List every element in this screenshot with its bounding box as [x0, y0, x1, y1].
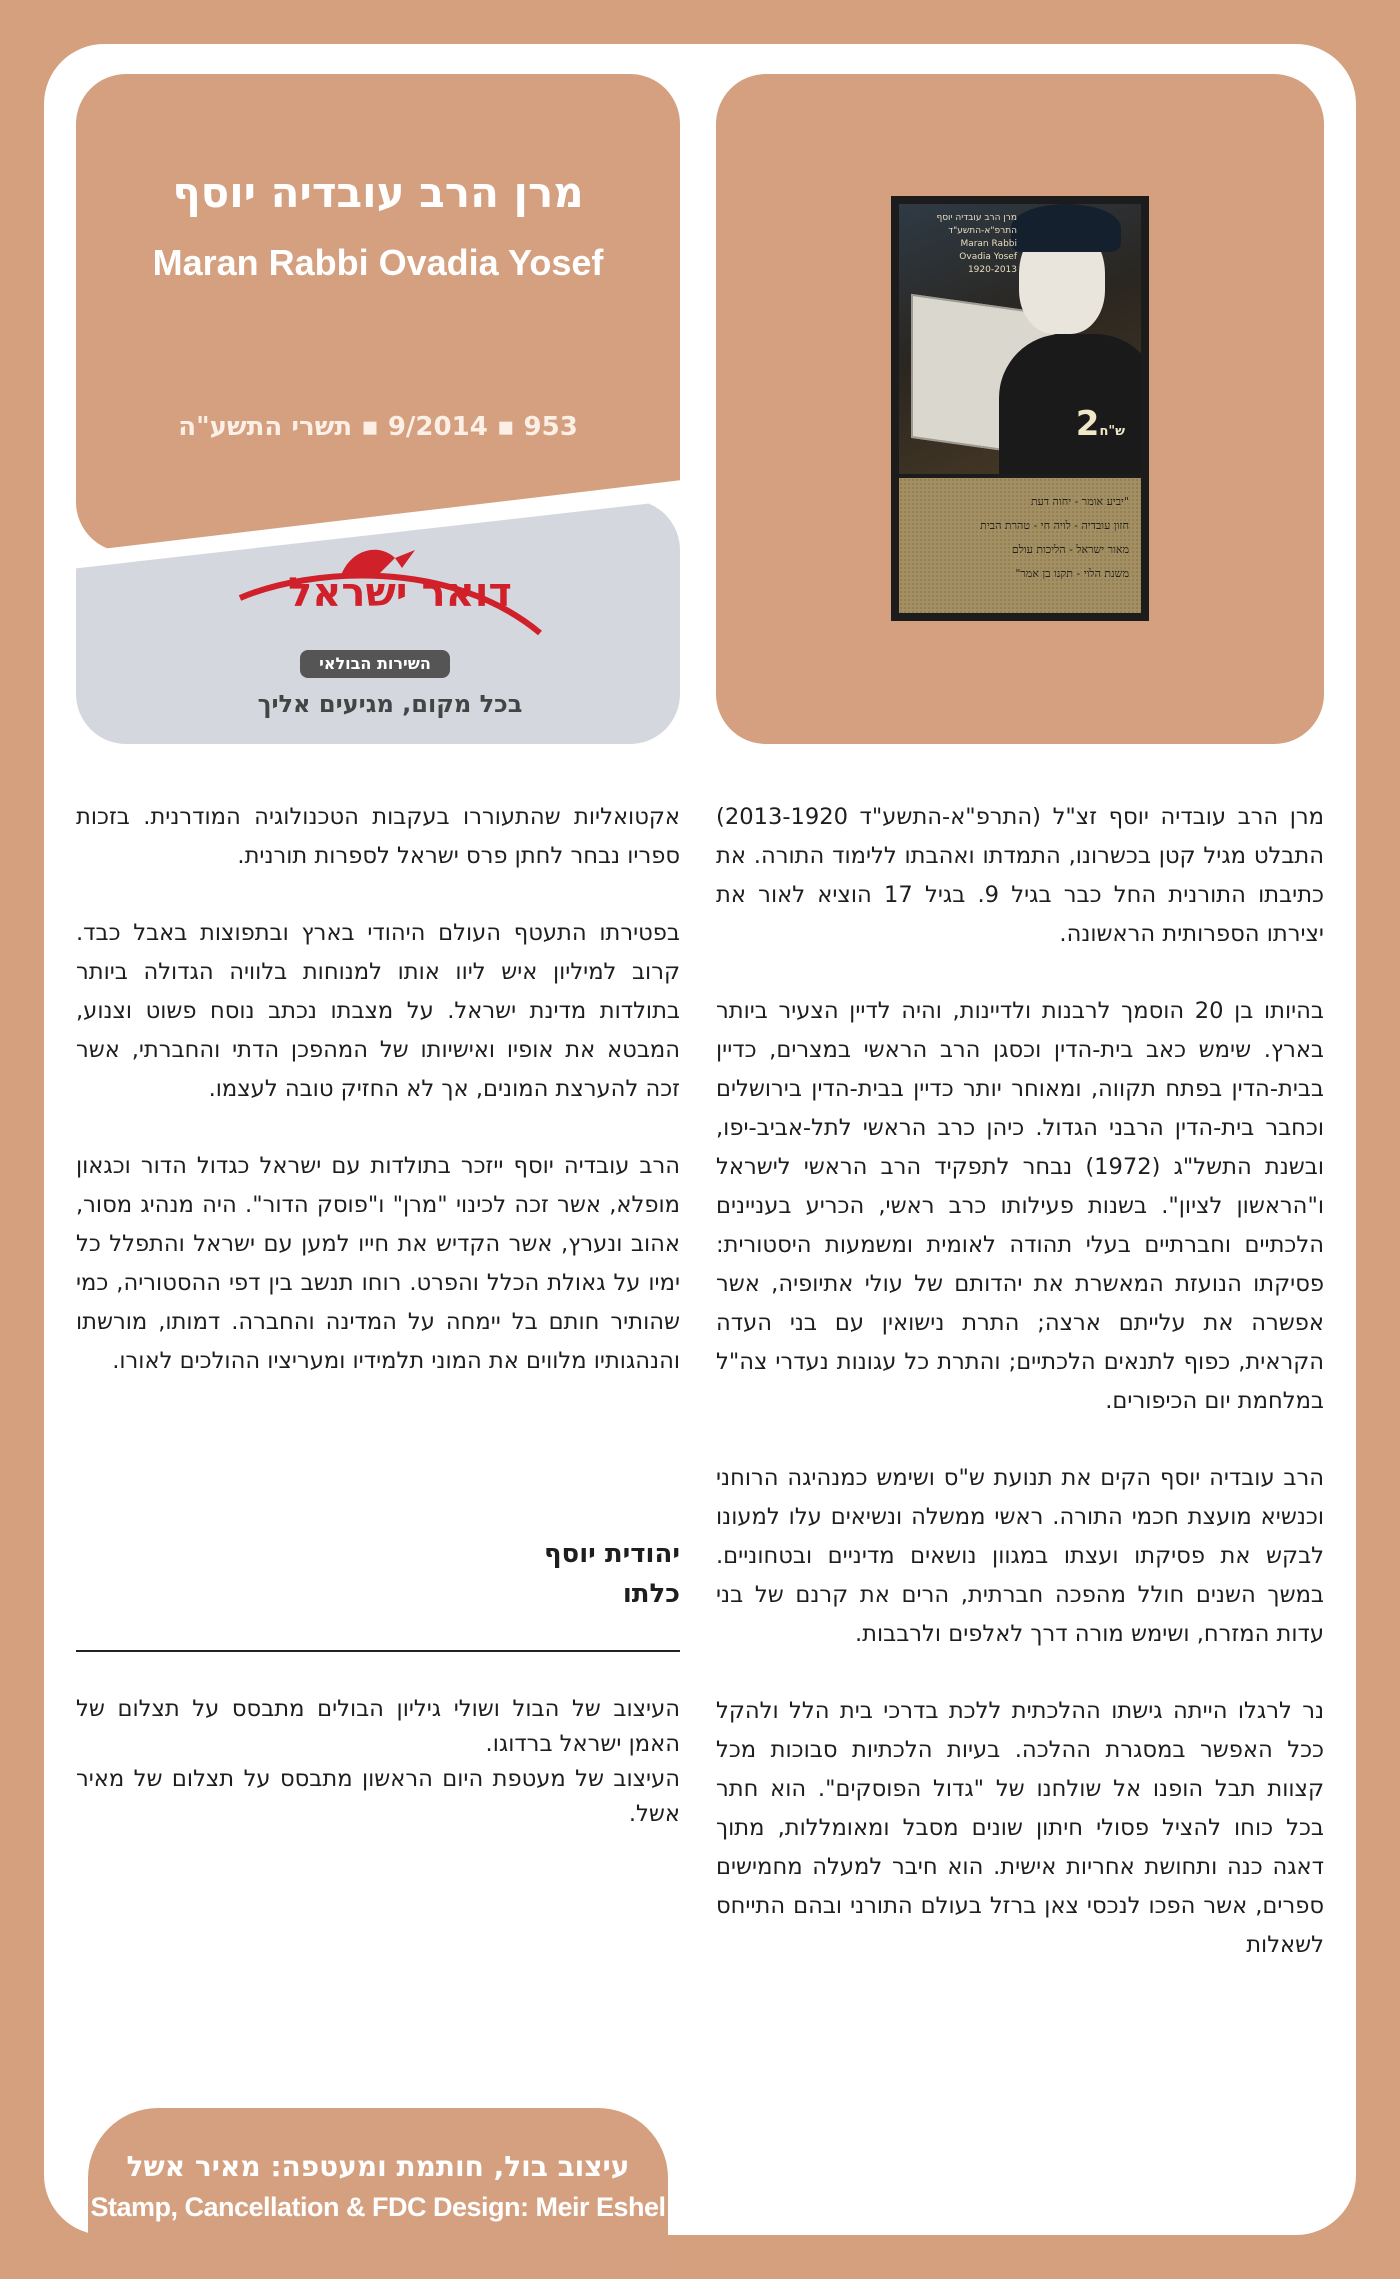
credit-line: העיצוב של הבול ושולי גיליון הבולים מתבסס על תצלום של האמן ישראל ברדוגו.	[76, 1696, 680, 1757]
article-paragraph: בפטירתו התעטף העולם היהודי בארץ ובתפוצות באבל כבד. קרוב למיליון איש ליוו אותו למנוחות בלוויה הגדולה ביותר בתולדות מדינת ישראל. על מצבתו נכתב נוסח פשוט וצנוע, המבטא את אופיו ואישיותו של המהפכן הדתי והחברתי, אשר זכה להערצת המונים, אך לא החזיק טובה לעצמו.	[76, 920, 680, 1102]
stamp-hat-illustration	[1011, 204, 1121, 252]
stamp-tab-line: חזון עובדיה - לויה חי - טהרת הבית	[980, 519, 1129, 532]
article-paragraph: אקטואליות שהתעוררו בעקבות הטכנולוגיה המודרנית. בזכות ספריו נבחר לחתן פרס ישראל לספרות תורנית.	[76, 804, 680, 869]
article-paragraph: הרב עובדיה יוסף ייזכר בתולדות עם ישראל כגדול הדור וכגאון מופלא, אשר זכה לכינוי "מרן" ו"פוסק הדור". היה מנהיג מסור, אהוב ונערץ, אשר הקדיש את חייו למען עם ישראל והתפלל כל ימיו על גאולת הכלל והפרט. רוחו תנשב בין דפי ההסטוריה, כמי שהותיר חותם בל יימחה על המדינה והחברה. דמותו, מורשתו והנהגותיו מלווים את המוני תלמידיו ומעריציו ההולכים לאורו.	[76, 1153, 680, 1374]
logo-name: דואר ישראל	[288, 570, 512, 616]
stamp-image	[891, 196, 1149, 621]
article-paragraph: בהיותו בן 20 הוסמך לרבנות ולדיינות, והיה לדיין הצעיר ביותר בארץ. שימש כאב בית-הדין וכסגן הרב הראשי במצרים, כדיין בבית-הדין בפתח תקווה, ומאוחר יותר כדיין בבית-הדין בירושלים וכחבר בית-הדין הרבני הגדול. כיהן כרב הראשי לתל-אביב-יפו, ובשנת התשל"ג (1972) נבחר לתפקיד הרב הראשי לישראל ו"הראשון לציון". בשנות פעילותו כרב ראשי, הכריע בעניינים הלכתיים וחברתיים בעלי תהודה לאומית ומשמעות היסטורית: פסיקתו הנועזת המאשרת את יהדותם של עולי אתיופיה, אשר אפשרה את עלייתם ארצה; התרת נישואין עם בני העדה הקראית, כפוף לתנאים הלכתיים; והתרת כל עגונות נעדרי צה"ל במלחמת יום הכיפורים.	[716, 998, 1324, 1414]
stamp-tab	[899, 478, 1141, 613]
article-paragraph: מרן הרב עובדיה יוסף זצ"ל (התרפ"א-התשע"ד 2013-1920) התבלט מגיל קטן בכשרונו, התמדתו ואהבתו ללימוד התורה. את כתיבתו התורנית החל כבר בגיל 9. בגיל 17 הוציא לאור את יצירתו הספרותית הראשונה.	[716, 804, 1324, 947]
logo-badge: השירות הבולאי	[300, 650, 450, 678]
logo-tagline: בכל מקום, מגיעים אליך	[257, 690, 523, 718]
stamp-portrait	[899, 204, 1141, 474]
stamp-denomination	[1076, 404, 1129, 444]
stamp-tab-line: משנת הלוי - תקנו בן אמר"	[1015, 567, 1129, 580]
stamp-inscription-line: Maran Rabbi	[960, 239, 1017, 249]
stamp-value: 2	[1075, 404, 1100, 444]
stamp-inscription-line: 1920-2013	[967, 265, 1017, 275]
stamp-inscription-line: Ovadia Yosef	[959, 252, 1017, 262]
title-panel	[76, 74, 680, 552]
title-hebrew: מרן הרב עובדיה יוסף	[172, 168, 584, 217]
article-paragraph: הרב עובדיה יוסף הקים את תנועת ש"ס ושימש כמנהיגה הרוחני וכנשיא מועצת חכמי התורה. ראשי ממשלה ונשיאים עלו למעונו לבקש את פסיקתו ועצתו במגוון נושאים מדיניים ובטחוניים. במשך השנים חולל מהפכה חברתית, הרים את קרנם של בני עדות המזרח, ושימש מורה דרך לאלפים ולרבבות.	[716, 1465, 1324, 1647]
article-column-left	[76, 798, 680, 1419]
signature-name: יהודית יוסף	[544, 1539, 680, 1569]
issue-info: 953 ▪ 9/2014 ▪ תשרי התשע"ה	[178, 412, 578, 442]
credit-line: העיצוב של מעטפת היום הראשון מתבסס על תצלום של מאיר אשל.	[76, 1766, 680, 1827]
title-english: Maran Rabbi Ovadia Yosef	[152, 242, 604, 283]
divider	[76, 1650, 680, 1652]
stamp-inscription-line: מרן הרב עובדיה יוסף	[936, 213, 1017, 223]
stamp-inscription-line: התרפ"א-התשע"ד	[948, 226, 1017, 236]
article-column-right	[716, 798, 1324, 1965]
design-credit-english: Stamp, Cancellation & FDC Design: Meir Eshel	[90, 2192, 666, 2222]
photo-credits	[76, 1692, 680, 1832]
stamp-tab-line: מאור ישראל - הליכות עולם	[1011, 543, 1129, 556]
design-credit-hebrew: עיצוב בול, חותמת ומעטפה: מאיר אשל	[126, 2150, 630, 2183]
stamp-inscription	[907, 212, 1017, 277]
israel-post-logo-icon	[230, 538, 550, 658]
signature	[76, 1534, 680, 1614]
signature-role: כלתו	[622, 1579, 680, 1609]
stamp-currency: ש"ח	[1099, 424, 1125, 439]
article-paragraph: נר לרגלו הייתה גישתו ההלכתית ללכת בדרכי בית הלל ולהקל ככל האפשר במסגרת ההלכה. בעיות הלכתיות סבוכות מכל קצוות תבל הופנו אל שולחנו של "גדול הפוסקים". הוא חתר בכל כוחו להציל פסולי חיתון שונים מסבל ומאומללות, מתוך דאגה כנה ותחושת אחריות אישית. הוא חיבר למעלה מחמישים ספרים, אשר הפכו לנכסי צאן ברזל בעולם התורני ובהם התייחס לשאלות	[716, 1698, 1324, 1958]
stamp-tab-line: "יביע אומר - יחוה דעת	[1030, 495, 1129, 508]
